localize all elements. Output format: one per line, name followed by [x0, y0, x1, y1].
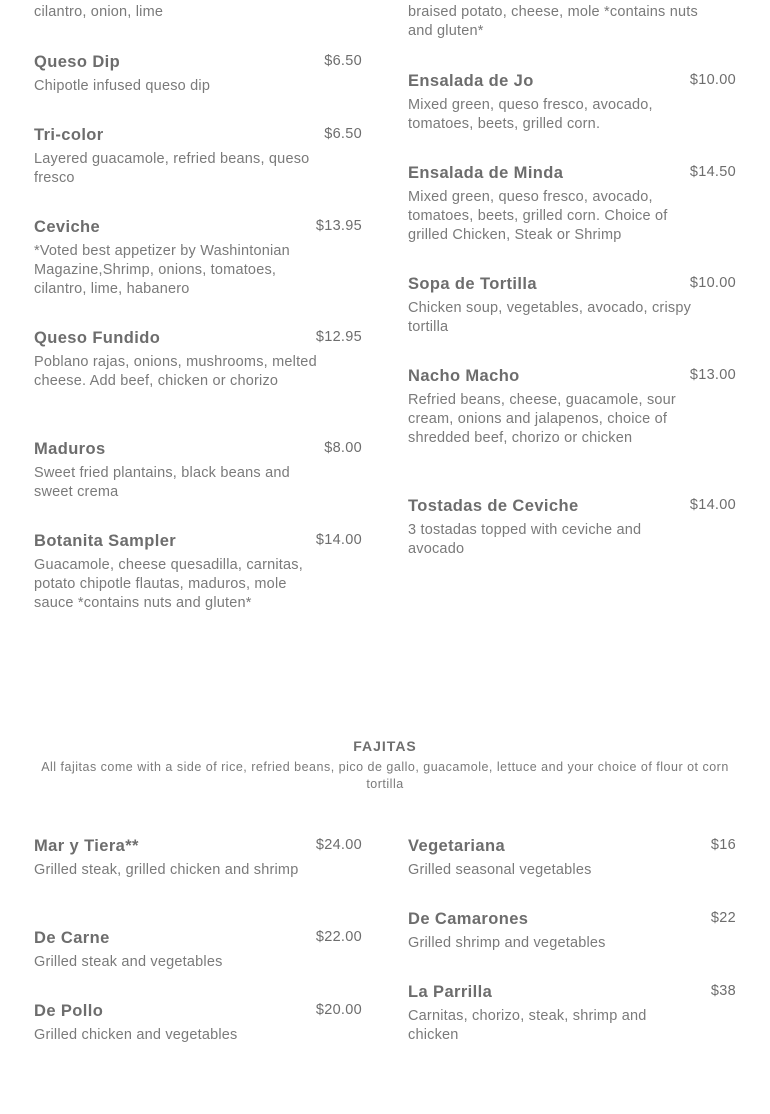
- menu-item-price: $14.50: [689, 164, 736, 180]
- appetizer-column-left: [34, 0, 362, 700]
- clipped-item-description: cilantro, onion, lime: [34, 4, 164, 20]
- menu-item-name: De Camarones: [408, 910, 529, 928]
- menu-item-description: Grilled seasonal vegetables: [408, 862, 592, 878]
- menu-item-price: $12.95: [315, 329, 362, 345]
- menu-item-name: Maduros: [34, 440, 106, 458]
- menu-item-price: $6.50: [324, 53, 362, 69]
- menu-item-name: Botanita Sampler: [34, 532, 177, 550]
- menu-item-price: $24.00: [315, 837, 362, 853]
- menu-item-name: Tri-color: [34, 126, 104, 144]
- menu-item-name: Queso Dip: [34, 53, 121, 71]
- menu-item-name: Ensalada de Jo: [408, 72, 534, 90]
- menu-item-description: 3 tostadas topped with ceviche and avocado: [408, 522, 642, 557]
- appetizer-column-right: [408, 0, 736, 700]
- menu-item-description: Sweet fried plantains, black beans and sweet crema: [34, 465, 290, 500]
- menu-item-description: Grilled chicken and vegetables: [34, 1027, 238, 1043]
- section-note: All fajitas come with a side of rice, refried beans, pico de gallo, guacamole, lettuce and your choice of flour ot corn tortilla: [41, 760, 729, 791]
- menu-item-price: $10.00: [689, 275, 736, 291]
- menu-item-description: Chicken soup, vegetables, avocado, crispy tortilla: [408, 300, 692, 335]
- menu-item-name: Queso Fundido: [34, 329, 161, 347]
- menu-item-name: Vegetariana: [408, 837, 506, 855]
- menu-item-description: Grilled steak and vegetables: [34, 954, 223, 970]
- menu-item-description: Guacamole, cheese quesadilla, carnitas, potato chipotle flautas, maduros, mole sauce *contains nuts and gluten*: [34, 557, 303, 611]
- section-title-fajitas: FAJITAS: [353, 738, 417, 754]
- menu-item-price: $22.00: [315, 929, 362, 945]
- menu-item-price: $16: [710, 837, 736, 853]
- menu-item-name: Ensalada de Minda: [408, 164, 564, 182]
- menu-item-description: Carnitas, chorizo, steak, shrimp and chicken: [408, 1008, 647, 1043]
- menu-item-description: *Voted best appetizer by Washintonian Magazine,Shrimp, onions, tomatoes, cilantro, lime, habanero: [34, 243, 290, 297]
- menu-item-name: Mar y Tiera**: [34, 837, 139, 855]
- menu-item-description: Chipotle infused queso dip: [34, 78, 211, 94]
- menu-item-price: $20.00: [315, 1002, 362, 1018]
- fajitas-column-right: [408, 837, 736, 1057]
- menu-item-description: Refried beans, cheese, guacamole, sour cream, onions and jalapenos, choice of shredded beef, chorizo or chicken: [408, 392, 676, 446]
- menu-item-name: Ceviche: [34, 218, 101, 236]
- menu-item-price: $8.00: [324, 440, 362, 456]
- menu-item-price: $38: [710, 983, 736, 999]
- menu-item-name: De Pollo: [34, 1002, 104, 1020]
- menu-item-description: Grilled steak, grilled chicken and shrimp: [34, 862, 299, 878]
- menu-item-price: $6.50: [324, 126, 362, 142]
- menu-item-description: Poblano rajas, onions, mushrooms, melted cheese. Add beef, chicken or chorizo: [34, 354, 317, 389]
- menu-item-price: $22: [710, 910, 736, 926]
- menu-item-description: Grilled shrimp and vegetables: [408, 935, 606, 951]
- menu-item-price: $13.00: [689, 367, 736, 383]
- menu-item-price: $10.00: [689, 72, 736, 88]
- clipped-item-description: braised potato, cheese, mole *contains nuts and gluten*: [408, 4, 698, 39]
- menu-item-name: De Carne: [34, 929, 110, 947]
- menu-item-name: Tostadas de Ceviche: [408, 497, 579, 515]
- menu-item-name: Nacho Macho: [408, 367, 520, 385]
- menu-item-description: Mixed green, queso fresco, avocado, tomatoes, beets, grilled corn.: [408, 97, 653, 132]
- fajitas-column-left: [34, 837, 362, 1057]
- menu-item-name: Sopa de Tortilla: [408, 275, 537, 293]
- menu-item-name: La Parrilla: [408, 983, 493, 1001]
- menu-item-price: $14.00: [689, 497, 736, 513]
- menu-item-description: Layered guacamole, refried beans, queso fresco: [34, 151, 310, 186]
- menu-item-description: Mixed green, queso fresco, avocado, tomatoes, beets, grilled corn. Choice of grilled Chicken, Steak or Shrimp: [408, 189, 668, 243]
- menu-item-price: $13.95: [315, 218, 362, 234]
- menu-item-price: $14.00: [315, 532, 362, 548]
